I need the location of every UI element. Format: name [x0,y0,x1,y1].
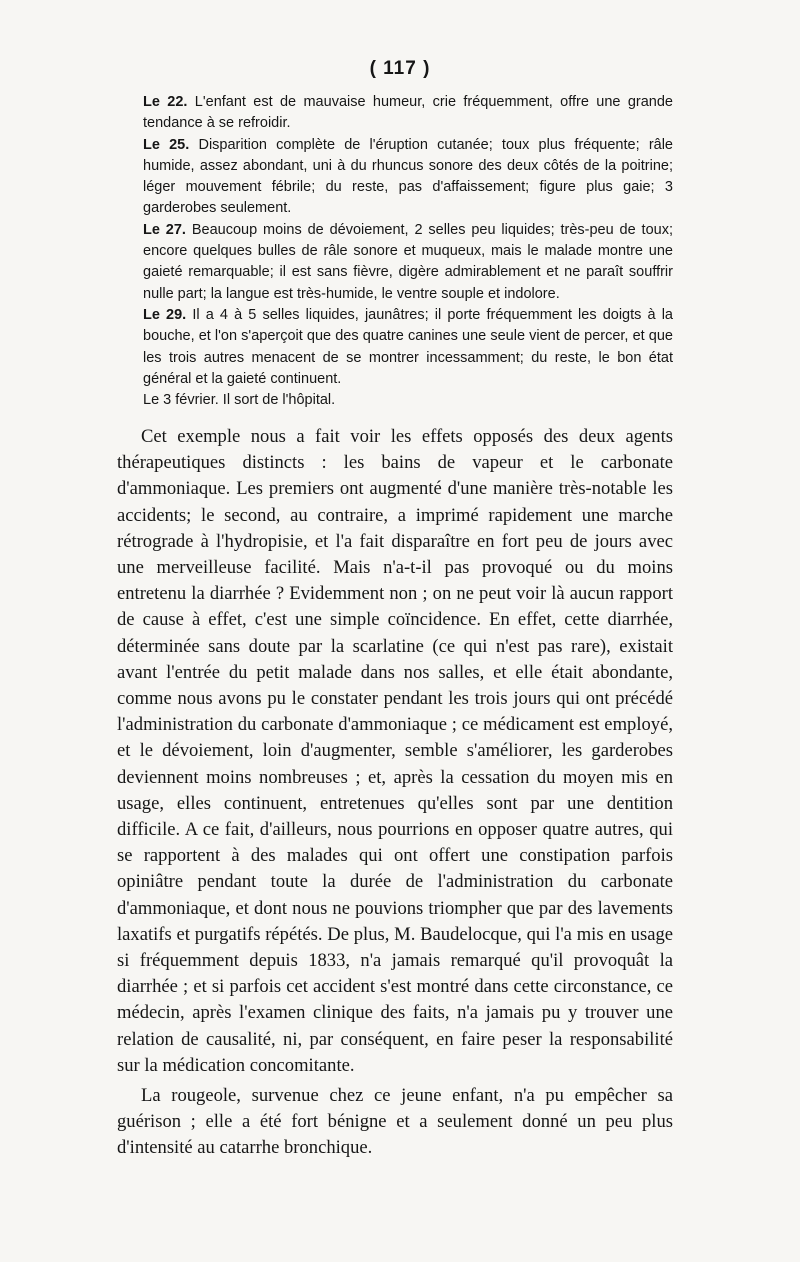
note-date: Le 22. [143,94,188,110]
note-27 [143,220,673,305]
paragraph-conclusion: La rougeole, survenue chez ce jeune enfant, n'a pu empêcher sa guérison ; elle a été fort bénigne et a seulement donné un peu plus d'intensité au catarrhe bronchique. [117,1085,673,1159]
note-29 [143,305,673,390]
note-text: Beaucoup moins de dévoiement, 2 selles peu liquides; très-peu de toux; encore quelques bulles de râle sonore et muqueux, mais le malade montre une gaieté remarquable; il est sans fièvre, digère admirablement et ne paraît souffrir nulle part; la langue est très-humide, le ventre souple et indolore. [143,221,673,302]
note-date: Le 29. [143,306,187,323]
paragraph-discussion: Cet exemple nous a fait voir les effets opposés des deux agents thérapeutiques distincts : les bains de vapeur et le carbonate d'ammoniaque. Les premiers ont augmenté d'une manière très-notable les accidents; le second, au contraire, a imprimé rapidement une marche rétrograde à l'hydropisie, et l'a fait disparaître en fort peu de jours avec une merveilleuse facilité. Mais n'a-t-il pas provoqué ou du moins entretenu la diarrhée ? Evidemment non ; on ne peut voir là aucun rapport de cause à effet, c'est une simple coïncidence. En effet, cette diarrhée, déterminée sans doute par la scarlatine (ce qui n'est pas rare), existait avant l'entrée du petit malade dans nos salles, et elle était abondante, comme nous avons pu le constater pendant les trois jours qui ont précédé l'administration du carbonate d'ammoniaque ; ce médicament est employé, et le dévoiement, loin d'augmenter, semble s'améliorer, les garderobes deviennent moins nombreuses ; et, après la cessation du moyen mis en usage, elles continuent, entretenues qu'elles sont par une dentition difficile. A ce fait, d'ailleurs, nous pourrions en opposer quatre autres, qui se rapportent à des malades qui ont offert une constipation parfois opiniâtre pendant toute la durée de l'administration du carbonate d'ammoniaque, et dont nous ne pouvions triompher que par des lavements laxatifs et purgatifs répétés. De plus, M. Baudelocque, qui l'a mis en usage si fréquemment depuis 1833, n'a jamais remarqué qu'il provoquât la diarrhée ; et si parfois cet accident s'est montré dans cette circonstance, ce médecin, après l'examen clinique des faits, n'a jamais pu y trouver une relation de causalité, ni, par conséquent, en faire peser la responsabilité sur la médication concomitante. [117,426,673,1076]
note-text: Il a 4 à 5 selles liquides, jaunâtres; il porte fréquemment les doigts à la bouche, et l'on s'aperçoit que des quatre canines une seule vient de percer, et que les trois autres menacent de se montrer incessamment; du reste, le bon état général et la gaieté continuent. [143,306,673,387]
note-date: Le 27. [143,221,186,238]
note-text: Disparition complète de l'éruption cutanée; toux plus fréquente; râle humide, assez abondant, uni à du rhuncus sonore des deux côtés de la poitrine; léger mouvement fébrile; du reste, pas d'affaissement; figure plus gaie; 3 garderobes seulement. [143,136,673,217]
note-3-fevrier [143,390,673,411]
page-number: ( 117 ) [369,58,431,79]
note-25 [143,135,673,220]
note-date: Le 25. [143,136,190,153]
note-text: L'enfant est de mauvaise humeur, crie fréquemment, offre une grande tendance à se refroidir. [143,94,673,132]
note-22 [143,92,673,135]
note-date: Le 3 février. [143,392,219,409]
note-text: Il sort de l'hôpital. [218,392,336,409]
commentary [117,424,673,1166]
case-notes [143,92,673,411]
